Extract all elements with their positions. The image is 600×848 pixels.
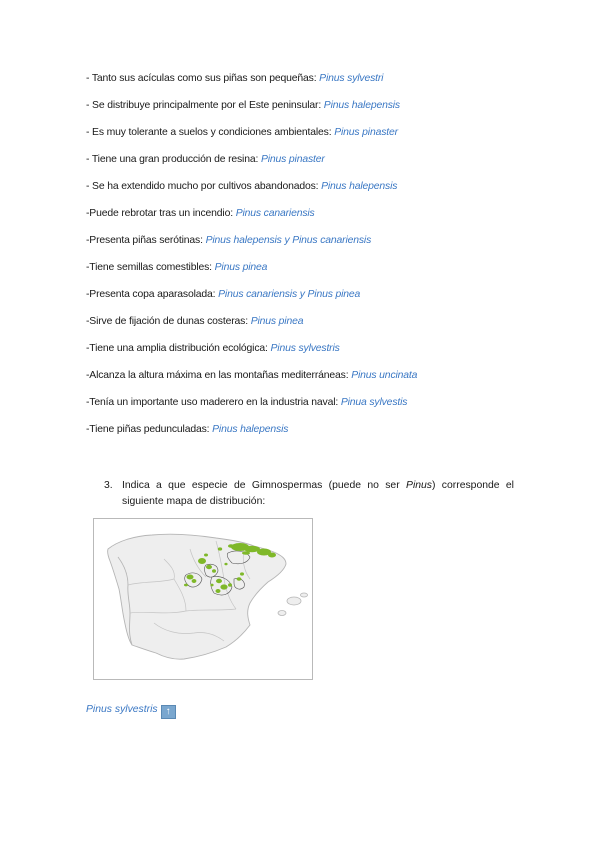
species-answer: Pinus halepensis: [212, 424, 289, 435]
characteristic-label: - Se distribuye principalmente por el Este peninsular:: [86, 100, 324, 111]
balearic-islands: [278, 593, 308, 616]
characteristic-label: -Presenta piñas serótinas:: [86, 235, 206, 246]
characteristic-label: - Es muy tolerante a suelos y condiciones ambientales:: [86, 127, 335, 138]
species-answer: Pinus pinea: [250, 316, 304, 327]
characteristic-label: -Tenía un importante uso maderero en la industria naval:: [86, 397, 341, 408]
species-answer: Pinus uncinata: [351, 370, 418, 381]
question-line-1: Indica a que especie de Gimnospermas (puede no ser Pinus) corresponde el: [122, 480, 514, 491]
iberia-map-svg: [94, 519, 312, 679]
species-answer: Pinua sylvestis: [340, 397, 408, 408]
species-answer: Pinus canariensis: [235, 208, 315, 219]
species-answer: Pinus halepensis: [321, 181, 398, 192]
characteristic-item: [86, 126, 398, 140]
characteristic-label: -Tiene piñas pedunculadas:: [86, 424, 213, 435]
characteristic-item: [86, 261, 267, 275]
characteristic-label: - Tiene una gran producción de resina:: [86, 154, 261, 165]
characteristic-item: [86, 342, 340, 356]
characteristic-item: [86, 72, 383, 86]
characteristic-item: [86, 396, 407, 410]
question-text: [122, 478, 514, 510]
characteristic-label: - Se ha extendido mucho por cultivos abandonados:: [86, 181, 322, 192]
characteristic-item: [86, 423, 288, 437]
species-answer: Pinus pinaster: [260, 154, 325, 165]
question-line-2: siguiente mapa de distribución:: [122, 496, 266, 507]
characteristic-item: [86, 99, 400, 113]
species-answer: Pinus sylvestri: [319, 73, 384, 84]
characteristic-item: [86, 207, 315, 221]
species-answer: Pinus sylvestris: [270, 343, 340, 354]
characteristic-label: - Tanto sus acículas como sus piñas son pequeñas:: [86, 73, 320, 84]
characteristic-item: [86, 153, 325, 167]
characteristic-label: -Alcanza la altura máxima en las montañas mediterráneas:: [86, 370, 352, 381]
characteristic-label: -Puede rebrotar tras un incendio:: [86, 208, 236, 219]
characteristic-label: -Sirve de fijación de dunas costeras:: [86, 316, 251, 327]
characteristic-item: [86, 315, 303, 329]
species-answer: Pinus halepensis: [323, 100, 400, 111]
distribution-map: [93, 518, 313, 680]
characteristic-item: [86, 288, 360, 302]
up-arrow-icon: ↑: [161, 705, 176, 719]
characteristic-label: -Tiene semillas comestibles:: [86, 262, 215, 273]
characteristic-label: -Presenta copa aparasolada:: [86, 289, 219, 300]
species-answer: Pinus canariensis y Pinus pinea: [218, 289, 361, 300]
genus-italic: Pinus: [406, 480, 433, 491]
characteristic-label: -Tiene una amplia distribución ecológica:: [86, 343, 271, 354]
characteristic-item: [86, 369, 417, 383]
characteristic-item: [86, 180, 397, 194]
characteristic-item: [86, 234, 371, 248]
answer-text: Pinus sylvestris ↑: [86, 702, 176, 719]
species-answer: Pinus halepensis y Pinus canariensis: [205, 235, 372, 246]
question-number: 3.: [104, 480, 113, 491]
species-answer: Pinus pinea: [214, 262, 268, 273]
species-answer: Pinus pinaster: [334, 127, 398, 138]
